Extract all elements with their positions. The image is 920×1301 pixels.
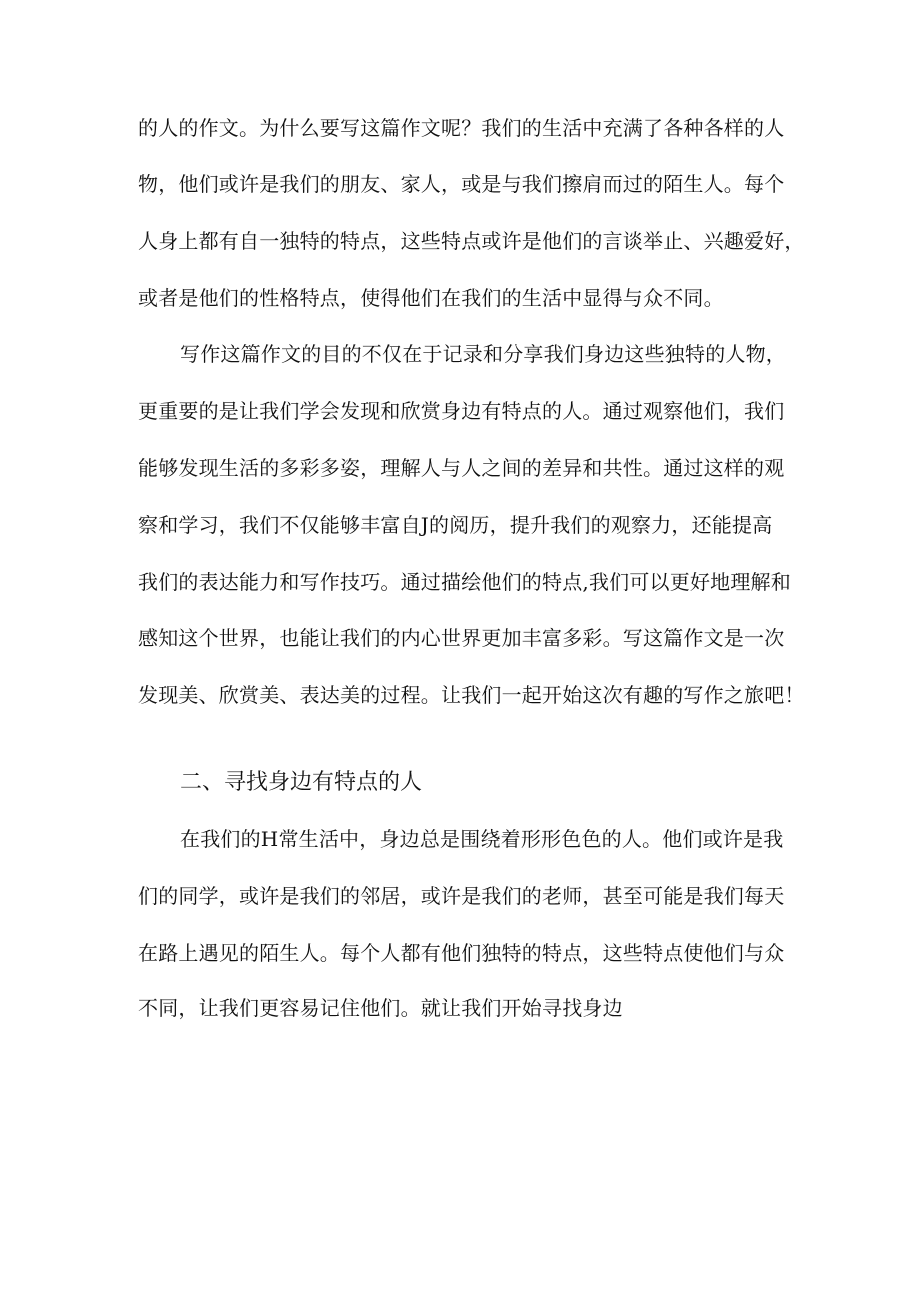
paragraph-2-line-3: 能够发现生活的多彩多姿，理解人与人之间的差异和共性。通过这样的观	[138, 456, 785, 480]
paragraph-2-line-7: 发现美、欣赏美、表达美的过程。让我们一起开始这次有趣的写作之旅吧！	[138, 683, 805, 707]
paragraph-3-line-4: 不同，让我们更容易记住他们。就让我们开始寻找身边	[138, 996, 623, 1020]
paragraph-1-line-1: 的人的作文。为什么要写这篇作文呢？我们的生活中充满了各种各样的人	[138, 116, 785, 140]
paragraph-2-line-6: 感知这个世界，也能让我们的内心世界更加丰富多彩。写这篇作文是一次	[138, 626, 785, 650]
paragraph-3-line-2: 们的同学，或许是我们的邻居，或许是我们的老师，甚至可能是我们每天	[138, 884, 785, 908]
paragraph-2-line-1: 写作这篇作文的目的不仅在于记录和分享我们身边这些独特的人物，	[180, 342, 786, 366]
paragraph-2-line-2: 更重要的是让我们学会发现和欣赏身边有特点的人。通过观察他们，我们	[138, 399, 785, 423]
paragraph-2-line-4: 察和学习，我们不仅能够丰富自J的阅历，提升我们的观察力，还能提高	[138, 513, 773, 537]
paragraph-3-line-3: 在路上遇见的陌生人。每个人都有他们独特的特点，这些特点使他们与众	[138, 941, 785, 965]
paragraph-1-line-4: 或者是他们的性格特点，使得他们在我们的生活中显得与众不同。	[138, 286, 724, 310]
paragraph-1-line-2: 物，他们或许是我们的朋友、家人，或是与我们擦肩而过的陌生人。每个	[138, 172, 785, 196]
paragraph-3-line-1: 在我们的H常生活中，身边总是围绕着形形色色的人。他们或许是我	[180, 827, 784, 851]
section-heading: 二、寻找身边有特点的人	[180, 770, 423, 795]
paragraph-2-line-5: 我们的表达能力和写作技巧。通过描绘他们的特点,我们可以更好地理解和	[138, 570, 791, 594]
paragraph-1-line-3: 人身上都有自一独特的特点，这些特点或许是他们的言谈举止、兴趣爱好，	[138, 229, 805, 253]
